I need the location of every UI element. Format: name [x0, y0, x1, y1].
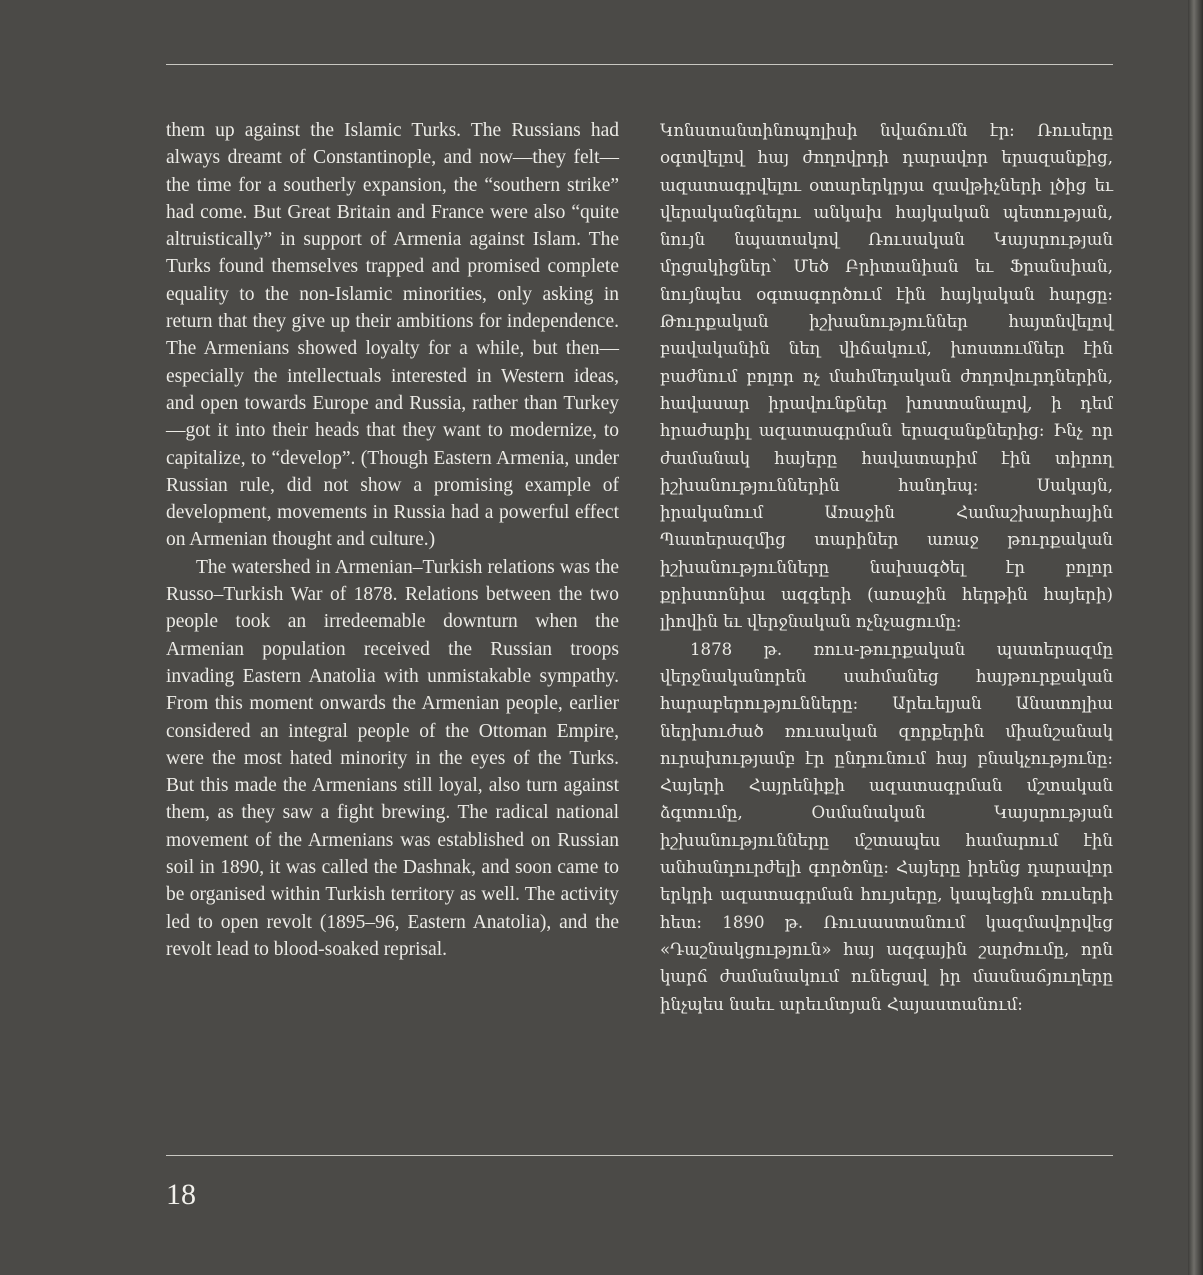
page-number: 18: [166, 1178, 196, 1211]
top-rule: [166, 64, 1113, 65]
armenian-paragraph-1: Կոնստանտինոպոլիսի նվաճումն էր: Ռուսերը օգտվելով հայ ժողովրդի դարավոր երազանքից, ազատագրվելու օտարերկրյա զավթիչների լծից եւ վերականգնելու անկախ հայկական պետության, նույն նպատակով Ռուսական Կայսրության մրցակիցներ՝ Մեծ Բրիտանիան եւ Ֆրանսիան, նույնպես օգտագործում էին հայկական հարցը: Թուրքական իշխանություններ հայտնվելով բավականին նեղ վիճակում, խոստումներ էին բաժնում բոլոր ոչ մահմեդական ժողովուրդներին, հավասար իրավունքներ խոստանալով, ի դեմ հրաժարիլ ազատագրման երազանքներից: Ինչ որ ժամանակ հայերը հավատարիմ էին տիրող իշխանություններին հանդեպ: Սակայն, իրականում Առաջին Համաշխարհային Պատերազմից տարիներ առաջ թուրքական իշխանությունները նախագծել էր բոլոր քրիստոնիա ազգերի (առաջին հերթին հայերի) լիովին եւ վերջնական ոչնչացումը:: [660, 121, 1113, 632]
english-paragraph-2: The watershed in Armenian–Turkish relations was the Russo–Turkish War of 1878. Relations between the two people took an irredeemable downturn when the Armenian population received the Russian troops invading Eastern Anatolia with unmistakable sympathy. From this moment onwards the Armenian people, earlier considered an integral people of the Ottoman Empire, were the most hated minority in the eyes of the Turks. But this made the Armenians still loyal, also turn against them, as they saw a fight brewing. The radical national movement of the Armenians was established on Russian soil in 1890, it was called the Dashnak, and soon came to be organised within Turkish territory as well. The activity led to open revolt (1895–96, Eastern Anatolia), and the revolt lead to blood-soaked reprisal.: [166, 556, 619, 960]
english-paragraph-1: them up against the Islamic Turks. The Russians had always dreamt of Constantinople, and now—they felt—the time for a southerly expansion, the “southern strike” had come. But Great Britain and France were also “quite altruistically” in support of Armenia against Islam. The Turks found themselves trapped and promised complete equality to the non-Islamic minorities, only asking in return that they give up their ambitions for independence. The Armenians showed loyalty for a while, but then—especially the intellectuals interested in Western ideas, and open towards Europe and Russia, rather than Turkey—got it into their heads that they want to modernize, to capitalize, to “develop”. (Though Eastern Armenia, under Russian rule, did not show a promising example of development, movements in Russia had a powerful effect on Armenian thought and culture.): [166, 120, 619, 551]
armenian-column: [660, 117, 1113, 1018]
english-column: [166, 117, 619, 963]
bottom-rule: [166, 1155, 1113, 1156]
armenian-paragraph-2: 1878 թ. ռուս-թուրքական պատերազմը վերջնականորեն սահմանեց հայթուրքական հարաբերությունները: Արեւելյան Անատոլիա ներխուժած ռուսական զորքերին միանշանակ ուրախությամբ էր ընդունում հայ բնակչությունը: Հայերի Հայրենիքի ազատագրման մշտական ձգտումը, Օսմանական Կայսրության իշխանությունները մշտապես համարում էին անհանդուրժելի գործոնը: Հայերը իրենց դարավոր երկրի ազատագրման հույսերը, կապեցին ռուսերի հետ: 1890 թ. Ռուսաստանում կազմավորվեց «Դաշնակցություն» հայ ազգային շարժումը, որն կարճ ժամանակում ունեցավ իր մասնաճյուղերը ինչպես նաեւ արեւմտյան Հայաստանում:: [660, 639, 1113, 1014]
page-edge: [1188, 0, 1203, 1275]
